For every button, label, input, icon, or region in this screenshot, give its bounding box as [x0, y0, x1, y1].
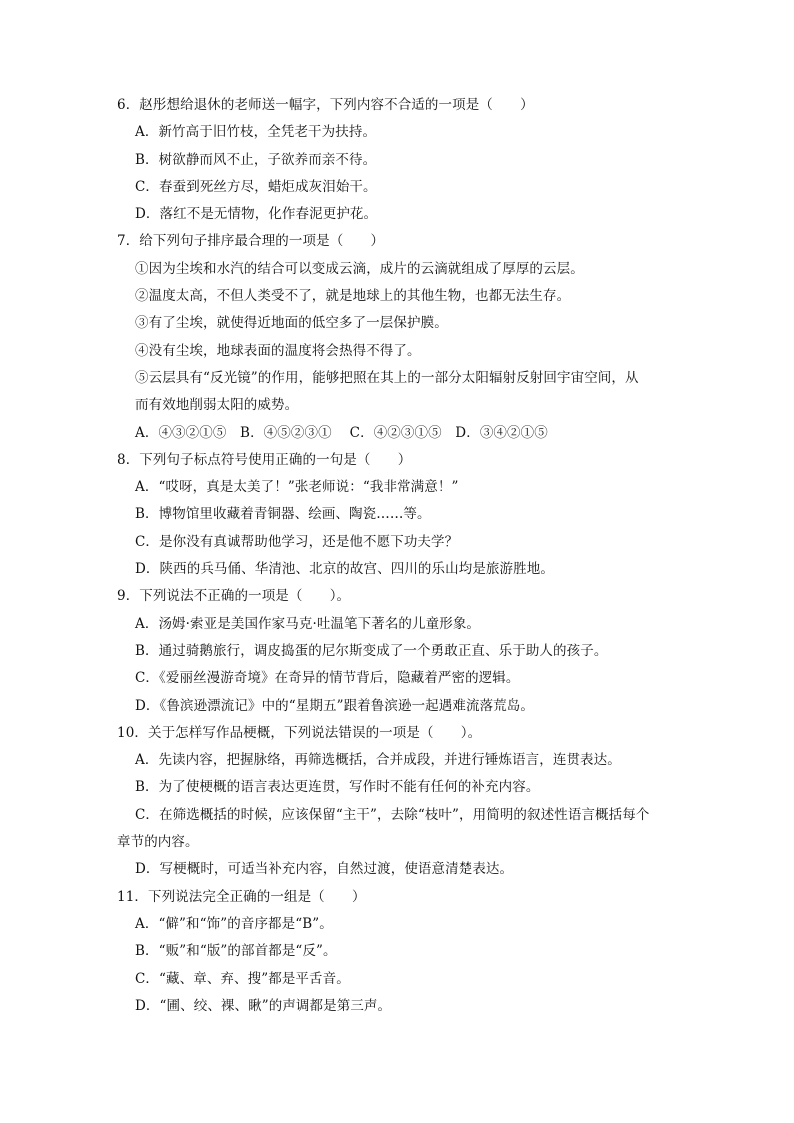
question-7-sentence-2: ②温度太高，不但人类受不了，就是地球上的其他生物，也都无法生存。 — [135, 288, 571, 305]
question-9-option-b: B．通过骑鹅旅行，调皮捣蛋的尼尔斯变成了一个勇敢正直、乐于助人的孩子。 — [135, 642, 608, 659]
question-7-sentence-5-cont: 而有效地削弱太阳的威势。 — [135, 397, 299, 414]
question-8-option-c: C．是你没有真诚帮助他学习，还是他不愿下功夫学？ — [135, 533, 459, 550]
question-8-option-a: A．“哎呀，真是太美了！”张老师说：“我非常满意！” — [135, 479, 459, 496]
question-6-stem: 6．赵彤想给退休的老师送一幅字，下列内容不合适的一项是（ ） — [117, 97, 534, 113]
question-6-option-d: D．落红不是无情物，化作春泥更护花。 — [135, 206, 378, 223]
question-10-option-c: C．在筛选概括的时候，应该保留“主干”，去除“枝叶”，用简明的叙述性语言概括每个 — [135, 806, 650, 823]
question-6-option-a: A．新竹高于旧竹枝，全凭老干为扶持。 — [135, 124, 377, 141]
question-11-option-c: C．“藏、章、弃、搜”都是平舌音。 — [135, 970, 350, 987]
question-7-sentence-3: ③有了尘埃，就使得近地面的低空多了一层保护膜。 — [135, 315, 448, 332]
question-list — [117, 92, 682, 1020]
question-9-option-c: C．《爱丽丝漫游奇境》在奇异的情节背后，隐藏着严密的逻辑。 — [135, 670, 520, 687]
question-10-option-a: A．先读内容，把握脉络，再筛选概括，合并成段，并进行锤炼语言，连贯表达。 — [135, 752, 621, 769]
question-6-option-b: B．树欲静而风不止，子欲养而亲不待。 — [135, 151, 377, 168]
question-9-option-d: D．《鲁滨逊漂流记》中的“星期五”跟着鲁滨逊一起遇难流落荒岛。 — [135, 697, 534, 714]
question-10-stem: 10．关于怎样写作品梗概，下列说法错误的一项是（ ）。 — [117, 724, 482, 741]
question-7-sentence-4: ④没有尘埃，地球表面的温度将会热得不得了。 — [135, 342, 421, 359]
question-7-stem: 7．给下列句子排序最合理的一项是（ ） — [117, 233, 385, 250]
question-9-stem: 9．下列说法不正确的一项是（ ）。 — [117, 588, 351, 605]
question-8-option-d: D．陕西的兵马俑、华清池、北京的故宫、四川的乐山均是旅游胜地。 — [135, 561, 554, 578]
question-7-choices: A．④③②①⑤ B．④⑤②③① C．④②③①⑤ D．③④②①⑤ — [135, 424, 548, 441]
question-8-stem: 8．下列句子标点符号使用正确的一句是（ ） — [117, 451, 412, 468]
question-11-stem: 11．下列说法完全正确的一组是（ ） — [117, 888, 366, 905]
question-6-option-c: C．春蚕到死丝方尽，蜡炬成灰泪始干。 — [135, 178, 377, 195]
question-7-sentence-5: ⑤云层具有“反光镜”的作用，能够把照在其上的一部分太阳辐射反射回宇宙空间，从 — [135, 369, 639, 386]
question-11-option-b: B．“贩”和“版”的部首都是“反”。 — [135, 943, 337, 960]
question-9-option-a: A．汤姆·索亚是美国作家马克·吐温笔下著名的儿童形象。 — [135, 615, 481, 632]
question-10-option-c-cont: 章节的内容。 — [117, 834, 199, 851]
question-10-option-b: B．为了使梗概的语言表达更连贯，写作时不能有任何的补充内容。 — [135, 779, 540, 796]
question-7-sentence-1: ①因为尘埃和水汽的结合可以变成云滴，成片的云滴就组成了厚厚的云层。 — [135, 260, 584, 277]
question-10-option-d: D．写梗概时，可适当补充内容，自然过渡，使语意清楚表达。 — [135, 861, 514, 878]
question-8-option-b: B．博物馆里收藏着青铜器、绘画、陶瓷……等。 — [135, 506, 431, 523]
question-11-option-d: D．“圃、绞、裸、瞅”的声调都是第三声。 — [135, 997, 392, 1014]
question-11-option-a: A．“僻”和“饰”的音序都是“B”。 — [135, 915, 333, 932]
